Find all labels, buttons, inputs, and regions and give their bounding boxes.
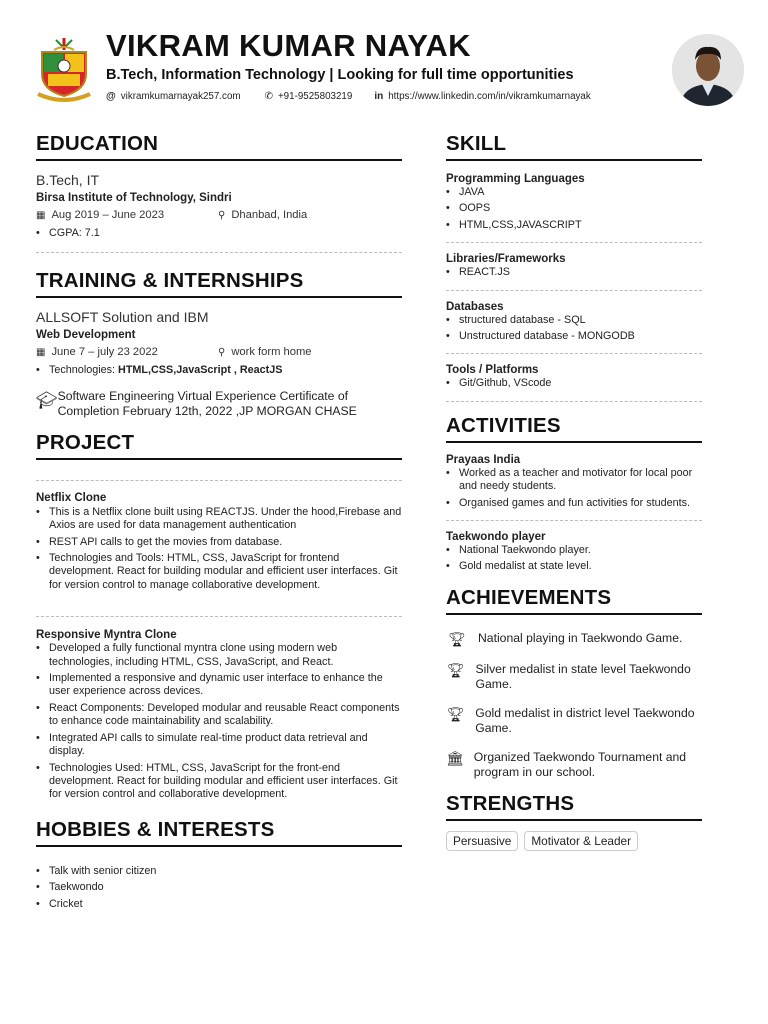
training-role: Web Development (36, 329, 136, 342)
activity-bullet: • Organised games and fun activities for students. (446, 497, 702, 510)
skill-item: • Git/Github, VScode (446, 377, 702, 390)
project-bullet: • Developed a fully functional myntra clone using modern web technologies, including HTML, CSS, JavaScript, and React. (36, 642, 402, 669)
skill-item: • structured database - SQL (446, 314, 702, 327)
divider (36, 480, 402, 481)
linkedin-icon: in (374, 91, 384, 102)
project-heading: PROJECT (36, 431, 402, 460)
contact-bar (106, 91, 613, 102)
skill-item: • REACT.JS (446, 266, 702, 279)
training-details (36, 364, 402, 377)
activity-bullets (446, 544, 702, 574)
trophy-icon: 🏆︎ (448, 630, 466, 647)
graduation-cap-icon: 🎓︎ (36, 390, 58, 410)
training-location: work form home (231, 346, 312, 359)
hobbies-heading: HOBBIES & INTERESTS (36, 818, 402, 847)
phone-icon: ✆ (264, 91, 273, 102)
project-bullet: • This is a Netflix clone built using REACTJS. Under the hood,Firebase and Axios are used for data management authentication (36, 506, 402, 533)
skill-group-list (446, 186, 702, 232)
project-bullet: • REST API calls to get the movies from database. (36, 536, 402, 549)
candidate-name: VIKRAM KUMAR NAYAK (106, 28, 471, 63)
strengths-heading: STRENGTHS (446, 792, 702, 821)
strength-tag: Motivator & Leader (524, 831, 638, 851)
achievement-item (446, 631, 702, 648)
activity-title: Taekwondo player (446, 531, 546, 544)
institution-icon: 🏛︎ (446, 749, 464, 766)
activity-bullets (446, 467, 702, 510)
project-bullet: • Technologies Used: HTML, CSS, JavaScript for the front-end development. React for building modular and efficient user interfaces. Git for version control and collaborative development. (36, 762, 402, 802)
education-heading: EDUCATION (36, 132, 402, 161)
profile-photo (672, 34, 744, 106)
education-cgpa: • CGPA: 7.1 (36, 227, 402, 240)
education-dates: Aug 2019 – June 2023 (51, 209, 165, 221)
hobby-item: • Cricket (36, 898, 402, 911)
location-pin-icon: ⚲ (218, 346, 226, 358)
achievement-text: Organized Taekwondo Tournament and program in our school. (473, 749, 687, 779)
achievement-text: National playing in Taekwondo Game. (478, 630, 683, 645)
skill-group-list (446, 377, 702, 390)
divider (36, 616, 402, 617)
linkedin-contact[interactable] (374, 91, 590, 102)
skill-group-title: Libraries/Frameworks (446, 253, 566, 266)
divider (446, 520, 702, 521)
education-degree: B.Tech, IT (36, 172, 100, 188)
project-bullet: • React Components: Developed modular and reusable React components to enhance code maintainability and scalability. (36, 702, 402, 729)
skill-item: • OOPS (446, 202, 702, 215)
training-technologies: • Technologies: HTML,CSS,JavaScript , ReactJS (36, 364, 402, 377)
strength-tags (446, 831, 702, 851)
achievement-text: Silver medalist in state level Taekwondo Game. (475, 661, 691, 691)
achievement-text: Gold medalist in district level Taekwondo Game. (475, 705, 695, 735)
calendar-icon: ▦ (36, 346, 46, 358)
skill-group-list (446, 314, 702, 344)
strength-tag: Persuasive (446, 831, 518, 851)
candidate-subtitle: B.Tech, Information Technology | Looking for full time opportunities (106, 67, 574, 83)
activities-heading: ACTIVITIES (446, 414, 702, 443)
education-details (36, 227, 402, 240)
at-icon: @ (106, 91, 116, 102)
skill-item: • Unstructured database - MONGODB (446, 330, 702, 343)
project-bullets (36, 506, 402, 592)
hobbies-list (36, 865, 402, 911)
phone-text: +91-9525803219 (277, 91, 353, 102)
training-dates: June 7 – july 23 2022 (51, 346, 158, 359)
activity-bullet: • Gold medalist at state level. (446, 560, 702, 573)
achievements-heading: ACHIEVEMENTS (446, 586, 702, 615)
skill-item: • JAVA (446, 186, 702, 199)
achievement-item (446, 706, 702, 736)
skill-heading: SKILL (446, 132, 702, 161)
certificate-text: Software Engineering Virtual Experience Certificate of Completion February 12th, 2022 ,JP MORGAN CHASE (57, 388, 357, 418)
divider (446, 242, 702, 243)
skill-group-title: Tools / Platforms (446, 364, 539, 377)
training-heading: TRAINING & INTERNSHIPS (36, 269, 402, 298)
calendar-icon: ▦ (36, 209, 46, 221)
project-bullets (36, 642, 402, 801)
activity-bullet: • Worked as a teacher and motivator for local poor and needy students. (446, 467, 702, 494)
skill-group-title: Databases (446, 300, 504, 313)
education-meta (36, 209, 402, 221)
right-column (446, 132, 702, 851)
left-column (36, 132, 402, 911)
project-bullet: • Implemented a responsive and dynamic user interface to enhance the user experience across devices. (36, 672, 402, 699)
divider (36, 252, 402, 253)
training-meta (36, 346, 402, 358)
certificate-entry (36, 389, 402, 419)
hobby-item: • Talk with senior citizen (36, 865, 402, 878)
skill-group-title: Programming Languages (446, 173, 585, 185)
education-location: Dhanbad, India (231, 209, 308, 221)
skill-group-list (446, 266, 702, 279)
trophy-icon: 🏆︎ (446, 705, 465, 722)
activity-title: Prayaas India (446, 453, 521, 466)
activity-bullet: • National Taekwondo player. (446, 544, 702, 557)
education-school: Birsa Institute of Technology, Sindri (36, 192, 232, 204)
location-pin-icon: ⚲ (218, 209, 226, 221)
hobby-item: • Taekwondo (36, 881, 402, 894)
project-bullet: • Integrated API calls to simulate real-time product data retrieval and display. (36, 732, 402, 759)
email-text: vikramkumarnayak257.com (120, 91, 241, 102)
project-title: Netflix Clone (36, 491, 107, 504)
college-logo (34, 36, 94, 102)
phone-contact[interactable] (265, 91, 353, 102)
linkedin-text: https://www.linkedin.com/in/vikramkumarnayak (388, 91, 591, 102)
training-org: ALLSOFT Solution and IBM (36, 309, 209, 326)
achievement-item (446, 662, 702, 692)
project-bullet: • Technologies and Tools: HTML, CSS, JavaScript for frontend development. React for building modular and efficient user interfaces. Git for version control to manage collaborative development. (36, 552, 402, 592)
trophy-icon: 🏆︎ (446, 661, 465, 678)
divider (446, 290, 702, 291)
divider (446, 353, 702, 354)
achievement-item (446, 750, 702, 780)
project-title: Responsive Myntra Clone (36, 629, 177, 642)
skill-item: • HTML,CSS,JAVASCRIPT (446, 219, 702, 232)
email-contact[interactable] (106, 91, 241, 102)
divider (446, 401, 702, 402)
